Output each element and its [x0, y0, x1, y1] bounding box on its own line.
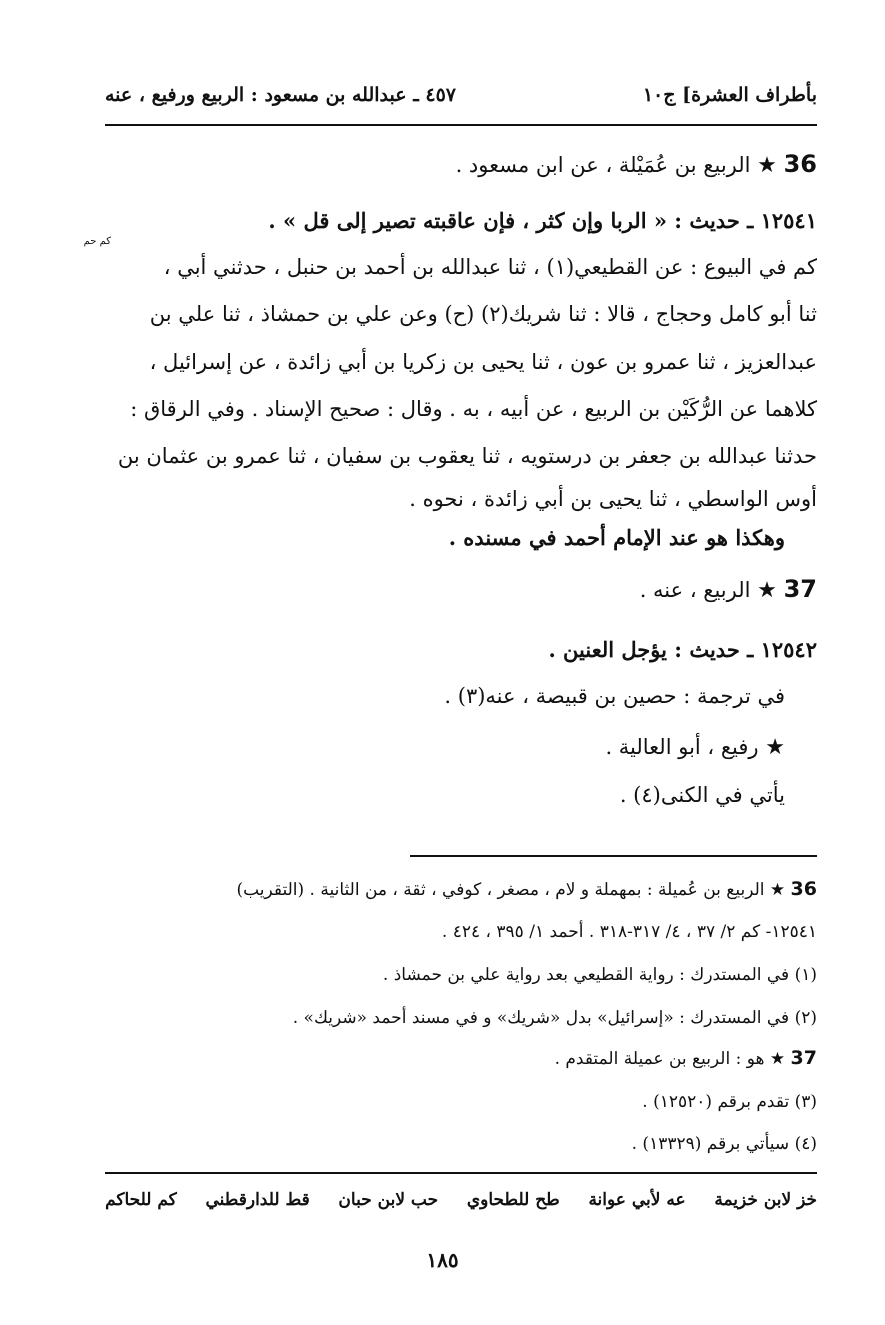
page-number: ١٨٥	[426, 1248, 459, 1272]
entry-text: الربيع ، عنه .	[639, 578, 751, 602]
entry-36	[456, 150, 817, 178]
abbreviation-item: كم للحاكم	[105, 1190, 177, 1210]
running-header	[105, 84, 817, 116]
book-title: بأطراف العشرة] ج١٠	[642, 84, 817, 106]
hadith-number: ١٢٥٤٢	[760, 637, 817, 662]
footnote-line: (١) في المستدرك : رواية القطيعي بعد رواية علي بن حمشاذ .	[382, 965, 817, 985]
text-line: كم في البيوع : عن القطيعي(١) ، ثنا عبدالله بن أحمد بن حنبل ، حدثني أبي ،	[163, 255, 817, 279]
footnote-text: ★ هو : الربيع بن عميلة المتقدم .	[554, 1049, 786, 1069]
entry-text: رفيع ، أبو العالية .	[605, 735, 759, 759]
footnote-37	[555, 1047, 817, 1069]
footnote-text: ★ الربيع بن عُميلة : بمهملة و لام ، مصغر ، كوفي ، ثقة ، من الثانية . (التقريب)	[236, 880, 786, 900]
entry-text: الربيع بن عُمَيْلة ، عن ابن مسعود .	[455, 153, 751, 177]
abbreviation-item: طح للطحاوي	[466, 1190, 560, 1210]
abbreviation-item: قط للدارقطني	[205, 1190, 310, 1210]
entry-37	[640, 575, 817, 603]
hadith-12542	[548, 637, 817, 662]
text-line: في ترجمة : حصين بن قبيصة ، عنه(٣) .	[444, 684, 785, 708]
header-rule	[105, 124, 817, 126]
entry-number: 37	[783, 575, 817, 603]
source-sigla: كم حم	[83, 236, 111, 247]
text-line: كلاهما عن الرُّكَيْن بن الربيع ، عن أبيه ، به . وقال : صحيح الإسناد . وفي الرقاق :	[130, 397, 817, 421]
footnote-36	[236, 878, 817, 900]
footnote-line: (٤) سيأتي برقم (١٣٣٢٩) .	[631, 1134, 817, 1154]
hadith-text: ـ حديث : يؤجل العنين .	[548, 637, 754, 662]
footnote-number: 36	[790, 878, 817, 900]
star-icon: ★	[757, 578, 777, 603]
abbreviation-item: حب لابن حبان	[338, 1190, 439, 1210]
footnote-number: 37	[790, 1047, 817, 1069]
text-line: عبدالعزيز ، ثنا عمرو بن عون ، ثنا يحيى بن زكريا بن أبي زائدة ، عن إسرائيل ،	[149, 350, 817, 374]
text-line: وهكذا هو عند الإمام أحمد في مسنده .	[448, 525, 785, 550]
footnote-line: ١٢٥٤١- كم ٢/ ٣٧ ، ٤/ ٣١٧-٣١٨ . أحمد ١/ ٣٩٥ ، ٤٢٤ .	[441, 922, 817, 942]
text-line: ثنا أبو كامل وحجاج ، قالا : ثنا شريك(٢) (ح) وعن علي بن حمشاذ ، ثنا علي بن	[149, 302, 817, 326]
abbreviation-item: خز لابن خزيمة	[714, 1190, 817, 1210]
footnote-line: (٢) في المستدرك : «إسرائيل» بدل «شريك» و في مسند أحمد «شريك» .	[292, 1008, 817, 1028]
star-icon: ★	[757, 153, 777, 178]
abbreviation-item: عه لأبي عوانة	[588, 1190, 686, 1210]
hadith-number: ١٢٥٤١	[760, 208, 817, 233]
star-icon: ★	[765, 735, 785, 760]
entry-number: 36	[783, 150, 817, 178]
hadith-text: ـ حديث : « الربا وإن كثر ، فإن عاقبته تصير إلى قل » .	[268, 208, 754, 233]
section-title: ٤٥٧ ـ عبدالله بن مسعود : الربيع ورفيع ، عنه	[105, 84, 456, 106]
footnote-rule	[410, 855, 817, 857]
text-line: حدثنا عبدالله بن جعفر بن درستويه ، ثنا يعقوب بن سفيان ، ثنا عمرو بن عثمان بن	[117, 444, 817, 468]
text-line: أوس الواسطي ، ثنا يحيى بن أبي زائدة ، نحوه .	[409, 487, 817, 511]
abbreviations-key	[105, 1190, 817, 1210]
hadith-12541	[268, 208, 817, 233]
text-line: يأتي في الكنى(٤) .	[619, 783, 785, 807]
entry-rafi	[605, 735, 785, 760]
footnote-line: (٣) تقدم برقم (١٢٥٢٠) .	[642, 1092, 817, 1112]
abbreviations-rule	[105, 1172, 817, 1174]
